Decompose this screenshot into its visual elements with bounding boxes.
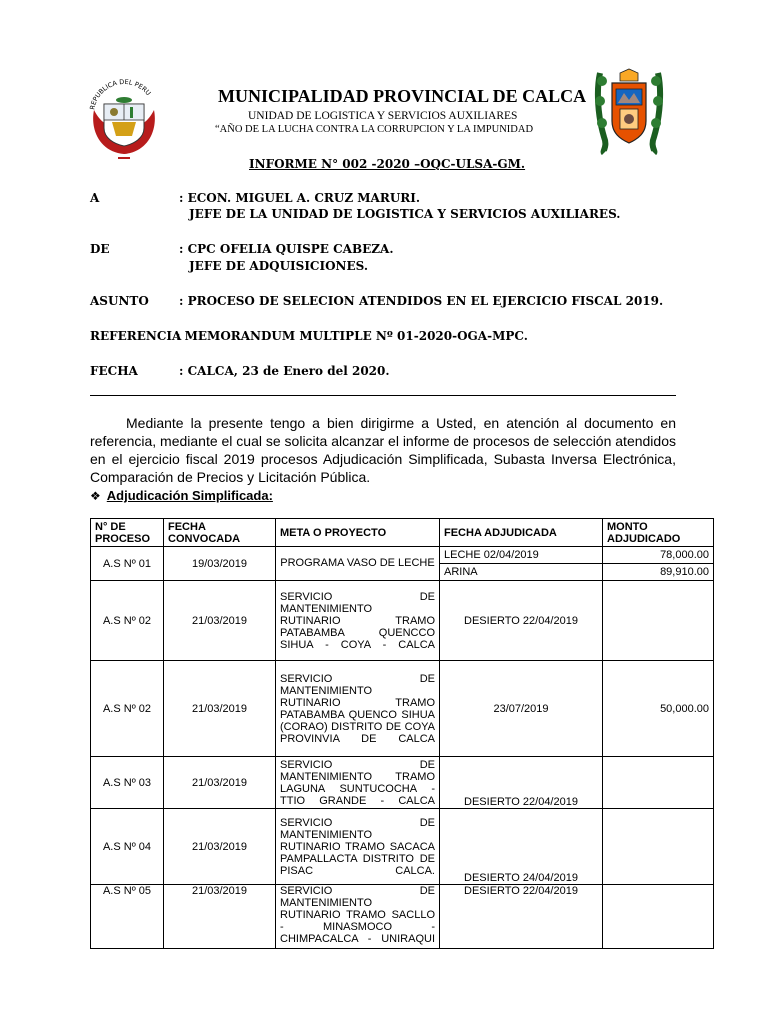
from-label: DE (90, 242, 110, 256)
cell-fecha: 21/03/2019 (164, 661, 276, 757)
header-proceso: N° DE PROCESO (91, 519, 164, 547)
cell-fecha-adj: LECHE 02/04/2019 (440, 547, 603, 564)
cell-monto: 89,910.00 (603, 564, 714, 581)
to-name: : ECON. MIGUEL A. CRUZ MARURI. (179, 191, 421, 205)
table-header-row (91, 519, 714, 547)
cell-proceso: A.S Nº 05 (91, 885, 164, 949)
unit-name: UNIDAD DE LOGISTICA Y SERVICIOS AUXILIARES (248, 110, 518, 122)
cell-fecha-adj: DESIERTO 22/04/2019 (440, 885, 603, 949)
table-row (91, 547, 714, 564)
to-label: A (90, 191, 100, 205)
subject-text: : PROCESO DE SELECION ATENDIDOS EN EL EJERCICIO FISCAL 2019. (179, 294, 664, 308)
cell-meta: PROGRAMA VASO DE LECHE (276, 547, 440, 581)
diamond-bullet-icon: ❖ (90, 489, 101, 503)
table-row (91, 757, 714, 809)
svg-text:REPUBLICA DEL PERU: REPUBLICA DEL PERU (88, 77, 153, 111)
cell-monto: 78,000.00 (603, 547, 714, 564)
from-name: : CPC OFELIA QUISPE CABEZA. (179, 242, 394, 256)
cell-fecha-adj: DESIERTO 24/04/2019 (440, 809, 603, 885)
cell-fecha-adj: DESIERTO 22/04/2019 (440, 581, 603, 661)
cell-meta: SERVICIO DE MANTENIMIENTO RUTINARIO TRAMO PATABAMBA QUENCO SIHUA (CORAO) DISTRITO DE COYA PROVINVIA DE CALCA (276, 661, 440, 757)
report-title: INFORME N° 002 -2020 –OQC-ULSA-GM. (249, 157, 526, 171)
body-paragraph: Mediante la presente tengo a bien dirigirme a Usted, en atención al documento en referencia, mediante el cual se solicita alcanzar el informe de procesos de selección atendidos en el ejercicio fiscal 2019 procesos Adjudicación Simplificada, Subasta Inversa Electrónica, Comparación de Precios y Licitación Pública. (90, 415, 676, 485)
year-motto: “AÑO DE LA LUCHA CONTRA LA CORRUPCION Y LA IMPUNIDAD (215, 124, 534, 135)
table-row (91, 581, 714, 661)
cell-monto (603, 757, 714, 809)
date-text: : CALCA, 23 de Enero del 2020. (179, 364, 390, 378)
from-position: JEFE DE ADQUISICIONES. (189, 259, 369, 273)
header-meta: META O PROYECTO (276, 519, 440, 547)
cell-monto (603, 809, 714, 885)
cell-fecha: 19/03/2019 (164, 547, 276, 581)
cell-fecha-adj: DESIERTO 22/04/2019 (440, 757, 603, 809)
cell-fecha-adj: 23/07/2019 (440, 661, 603, 757)
cell-monto (603, 581, 714, 661)
cell-fecha: 21/03/2019 (164, 757, 276, 809)
date-label: FECHA (90, 364, 138, 378)
table-row (91, 885, 714, 949)
cell-fecha: 21/03/2019 (164, 581, 276, 661)
subject-label: ASUNTO (90, 294, 149, 308)
table-row (91, 661, 714, 757)
cell-monto (603, 885, 714, 949)
cell-fecha: 21/03/2019 (164, 809, 276, 885)
cell-fecha: 21/03/2019 (164, 885, 276, 949)
cell-proceso: A.S Nº 03 (91, 757, 164, 809)
peru-coat-of-arms-logo (88, 70, 160, 162)
header-divider (90, 395, 676, 396)
header-fecha-convocada: FECHA CONVOCADA (164, 519, 276, 547)
header-monto: MONTO ADJUDICADO (603, 519, 714, 547)
procurement-table (90, 518, 714, 949)
cell-proceso: A.S Nº 02 (91, 661, 164, 757)
cell-meta: SERVICIO DE MANTENIMIENTO RUTINARIO TRAMO SACLLO - MINASMOCO - CHIMPACALCA - UNIRAQUI (276, 885, 440, 949)
section-heading: ❖ Adjudicación Simplificada: (90, 488, 273, 503)
header-fecha-adjudicada: FECHA ADJUDICADA (440, 519, 603, 547)
table-row (91, 809, 714, 885)
cell-monto: 50,000.00 (603, 661, 714, 757)
organization-name: MUNICIPALIDAD PROVINCIAL DE CALCA (218, 86, 587, 106)
cell-meta: SERVICIO DE MANTENIMIENTO RUTINARIO TRAMO PATABAMBA QUENCCO SIHUA - COYA - CALCA (276, 581, 440, 661)
cell-proceso: A.S Nº 02 (91, 581, 164, 661)
reference-text: : MEMORANDUM MULTIPLE Nº 01-2020-OGA-MPC. (176, 329, 528, 343)
cell-meta: SERVICIO DE MANTENIMIENTO TRAMO LAGUNA SUNTUCOCHA - TTIO GRANDE - CALCA (276, 757, 440, 809)
cell-proceso: A.S Nº 04 (91, 809, 164, 885)
to-position: JEFE DE LA UNIDAD DE LOGISTICA Y SERVICIOS AUXILIARES. (189, 207, 621, 221)
calca-coat-of-arms-logo (594, 67, 664, 155)
reference-label: REFERENCIA (90, 329, 182, 343)
cell-meta: SERVICIO DE MANTENIMIENTO RUTINARIO TRAMO SACACA PAMPALLACTA DISTRITO DE PISAC CALCA. (276, 809, 440, 885)
cell-fecha-adj: ARINA (440, 564, 603, 581)
cell-proceso: A.S Nº 01 (91, 547, 164, 581)
